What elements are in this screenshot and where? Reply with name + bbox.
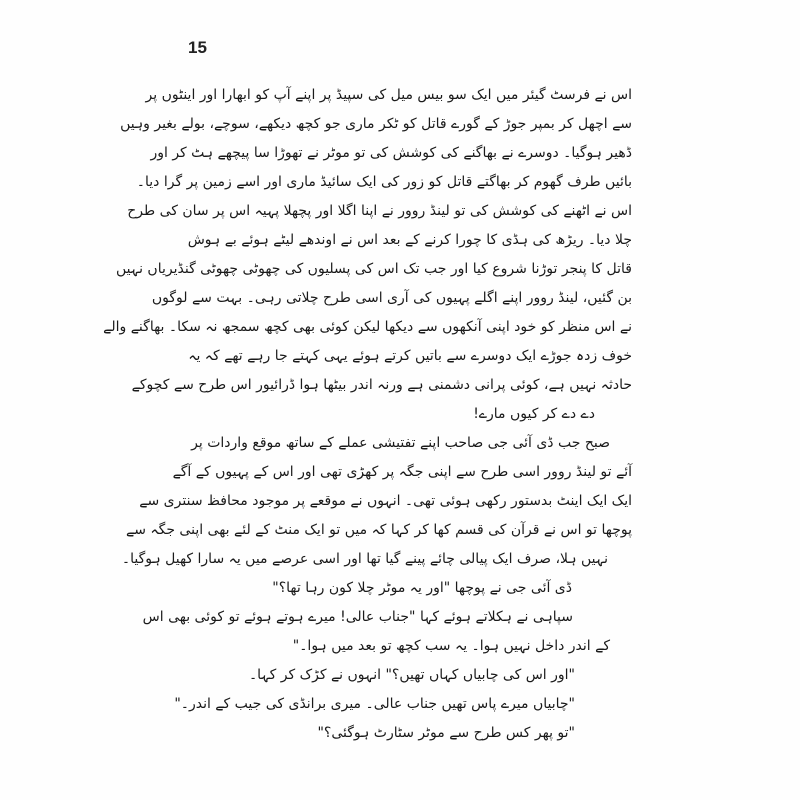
text-line: اس نے اٹھنے کی کوشش کی تو لینڈ روور نے اپنا اگلا اور پچھلا پہیہ اس پر سان کی طرح [127,203,632,219]
page-number: 15 [188,38,207,57]
text-line: نے اس منظر کو خود اپنی آنکھوں سے دیکھا لیکن کوئی بھی کچھ سمجھ نہ سکا۔ بھاگنے والے [103,319,632,335]
text-line: آئے تو لینڈ روور اسی طرح سے اپنی جگہ پر کھڑی تھی اور اس کے پہیوں کے آگے [172,464,632,480]
text-line: پوچھا تو اس نے قرآن کی قسم کھا کر کہا کہ میں تو ایک منٹ کے لئے بھی اپنی جگہ سے [126,522,632,538]
text-line: دے دے کر کیوں مارے! [473,406,595,422]
dialogue-line: "تو پھر کس طرح سے موٹر سٹارٹ ہوگئی؟" [317,725,575,741]
dialogue-line: ڈی آئی جی نے پوچھا "اور یہ موٹر چلا کون رہا تھا؟" [272,580,572,596]
text-line: چلا دیا۔ ریڑھ کی ہڈی کا چورا کرنے کے بعد اس نے اوندھے لیٹے ہوئے بے ہوش [187,232,632,248]
paragraph-start-line: صبح جب ڈی آئی جی صاحب اپنے تفتیشی عملے کے ساتھ موقع واردات پر [191,435,610,451]
text-line: ڈھیر ہوگیا۔ دوسرے نے بھاگنے کی کوشش کی تو موٹر نے تھوڑا سا پیچھے ہٹ کر اور [150,145,632,161]
text-line: قاتل کا پنجر توڑنا شروع کیا اور جب تک اس کی پسلیوں کی چھوٹی چھوٹی گنڈیریاں نہیں [116,261,632,277]
text-line: بن گئیں، لینڈ روور اپنے اگلے پہیوں کی آری اسی طرح چلاتی رہی۔ بہت سے لوگوں [151,290,632,306]
text-line: ایک ایک اینٹ بدستور رکھی ہوئی تھی۔ انہوں نے موقعے پر موجود محافظ سنتری سے [139,493,632,509]
text-line: سے اچھل کر بمپر جوڑ کے گورے قاتل کو ٹکر ماری جو کچھ دیکھے، سوچے، بولے بغیر وہیں [120,116,632,132]
text-line: حادثہ نہیں ہے، کوئی پرانی دشمنی ہے ورنہ اندر بیٹھا ہوا ڈرائیور اس طرح سے کچوکے [131,377,632,393]
text-line: بائیں طرف گھوم کر بھاگتے قاتل کو زور کی ایک سائیڈ ماری اور اسے زمین پر گرا دیا۔ [136,174,632,190]
dialogue-line: کے اندر داخل نہیں ہوا۔ یہ سب کچھ تو بعد میں ہوا۔" [292,638,610,654]
text-line: خوف زدہ جوڑے ایک دوسرے سے باتیں کرتے ہوئے یہی کہتے جا رہے تھے کہ یہ [188,348,632,364]
text-line: اس نے فرسٹ گیئر میں ایک سو بیس میل کی سپیڈ پر اپنے آپ کو ابھارا اور اینٹوں پر [145,87,632,103]
text-line: نہیں ہلا، صرف ایک پیالی چائے پینے گیا تھا اور اسی عرصے میں یہ سارا کھیل ہوگیا۔ [121,551,608,567]
dialogue-line: "اور اس کی چابیاں کہاں تھیں؟" انہوں نے کڑک کر کہا۔ [248,667,575,683]
dialogue-line: "چابیاں میرے پاس تھیں جناب عالی۔ میری برانڈی کی جیب کے اندر۔" [174,696,575,712]
dialogue-line: سپاہی نے ہکلاتے ہوئے کہا "جناب عالی! میرے ہوتے ہوئے تو کوئی بھی اس [142,609,573,625]
